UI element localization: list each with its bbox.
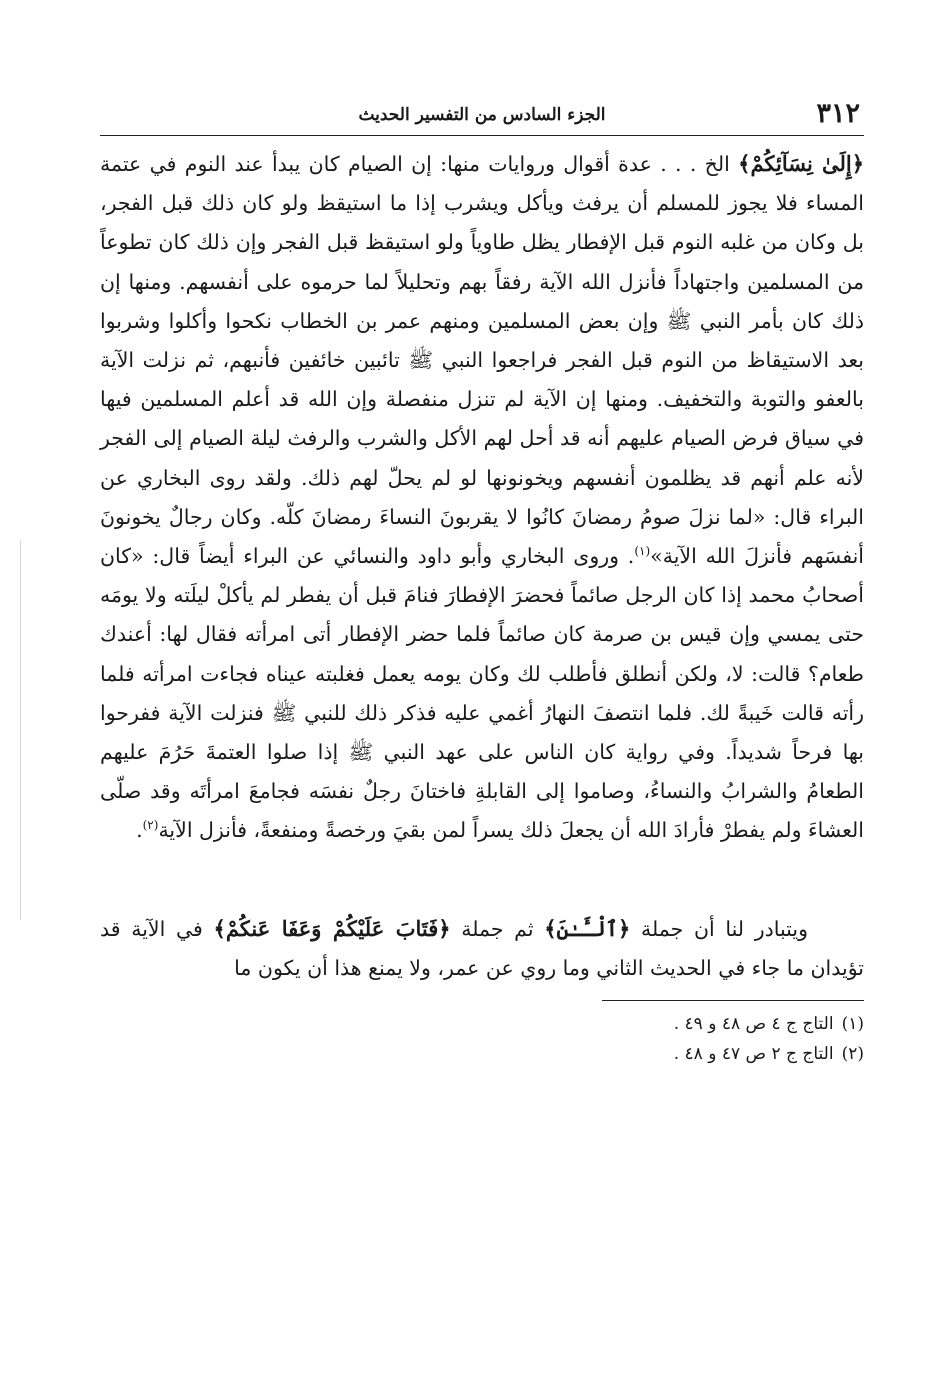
footnote-2 bbox=[100, 1039, 864, 1069]
footnote-separator bbox=[602, 1000, 864, 1001]
footnote-1-text: التاج ج ٤ ص ٤٨ و ٤٩ . bbox=[673, 1014, 834, 1035]
footnote-marker-1: (١) bbox=[634, 544, 651, 559]
quran-reference-alaan: ﴿ٱلْـَٔـٰنَ﴾ bbox=[544, 915, 631, 941]
running-head-title: الجزء السادس من التفسير الحديث bbox=[358, 105, 606, 125]
paragraph-1-text-continued: . وروى البخاري وأبو داود والنسائي عن البراء أيضاً قال: «كان أصحابُ محمد إذا كان الرجل صائماً فحضرَ الإفطارَ فنامَ قبل أن يفطر لم يأكلْ ليلَته ولا يومَه حتى يمسي وإن قيس بن صرمة كان صائماً فلما حضر الإفطار أتى امرأته فقال لها: أعندك طعام؟ قالت: لا، ولكن أنطلق فأطلب لك وكان يومه يعمل فغلبته عيناه فجاءت امرأته فلما رأته قالت خَيبةً لك. فلما انتصفَ النهارُ أغمي عليه فذكر ذلك للنبي ﷺ فنزلت الآية ففرحوا بها فرحاً شديداً. وفي رواية كان الناس على عهد النبي ﷺ إذا صلوا العتمةَ حَرُمَ عليهم الطعامُ والشرابُ والنساءُ، وصاموا إلى القابلةِ فاختانَ رجلٌ نفسَه فجامعَ امرأتَه وقد صلّى العشاءَ ولم يفطرْ فأرادَ الله أن يجعلَ ذلك يسراً لمن بقيَ ورخصةً ومنفعةً، فأنزل الآية bbox=[100, 544, 864, 843]
book-page bbox=[100, 95, 864, 1069]
paragraph-2-lead: ويتبادر لنا أن جملة bbox=[630, 916, 808, 941]
paragraph-2-mid: ثم جملة bbox=[450, 916, 545, 941]
running-head bbox=[100, 95, 864, 136]
footnote-1-number: (١) bbox=[841, 1014, 864, 1035]
paragraph-1 bbox=[100, 136, 864, 851]
footnotes bbox=[100, 1009, 864, 1069]
paragraph-2 bbox=[100, 909, 864, 988]
paragraph-1-text: الخ . . . عدة أقوال وروايات منها: إن الصيام كان يبدأ عند النوم في عتمة المساء فلا يجوز للمسلم أن يرفث ويأكل ويشرب إذا ما استيقظ ولو كان ذلك قبل الفجر، بل وكان من غلبه النوم قبل الإفطار يظل طاوياً ولو استيقظ قبل الفجر وإن ذلك كان تطوعاً من المسلمين واجتهاداً فأنزل الله الآية رفقاً بهم وتحليلاً لما حرموه على أنفسهم. ومنها إن ذلك كان بأمر النبي ﷺ وإن بعض المسلمين ومنهم عمر بن الخطاب نكحوا وأكلوا وشربوا بعد الاستيقاظ من النوم قبل الفجر فراجعوا النبي ﷺ تائبين خائفين فأنبهم، ثم نزلت الآية بالعفو والتوبة والتخفيف. ومنها إن الآية لم تنزل منفصلة وإن الله قد أعلم المسلمين فيها في سياق فرض الصيام عليهم أنه قد أحل لهم الأكل والشرب والرفث ليلة الصيام إلى الفجر لأنه علم أنهم قد يظلمون أنفسهم ويخونونها لو لم يحلّ لهم ذلك. ولقد روى البخاري عن البراء قال: «لما نزلَ صومُ رمضانَ كانُوا لا يقربونَ النساءَ رمضانَ كلّه. وكان رجالٌ يخونونَ أنفسَهم فأنزلَ الله الآية» bbox=[100, 152, 864, 569]
page-number: ٣١٢ bbox=[816, 98, 860, 129]
footnote-2-text: التاج ج ٢ ص ٤٧ و ٤٨ . bbox=[673, 1044, 834, 1065]
quran-reference-fataba: ﴿فَتَابَ عَلَيْكُمْ وَعَفَا عَنكُمْ﴾ bbox=[213, 915, 451, 941]
quran-reference: ﴿إِلَىٰ نِسَآئِكُمْ﴾ bbox=[738, 151, 864, 176]
paragraph-2-tail: في الآية قد تؤيدان ما جاء في الحديث الثاني وما روي عن عمر، ولا يمنع هذا أن يكون ما bbox=[100, 916, 864, 980]
paragraph-1-end: . bbox=[136, 818, 143, 843]
footnote-marker-2: (٢) bbox=[142, 818, 159, 833]
footnote-2-number: (٢) bbox=[841, 1044, 864, 1065]
scan-margin-line bbox=[20, 540, 21, 920]
footnote-1 bbox=[100, 1009, 864, 1039]
